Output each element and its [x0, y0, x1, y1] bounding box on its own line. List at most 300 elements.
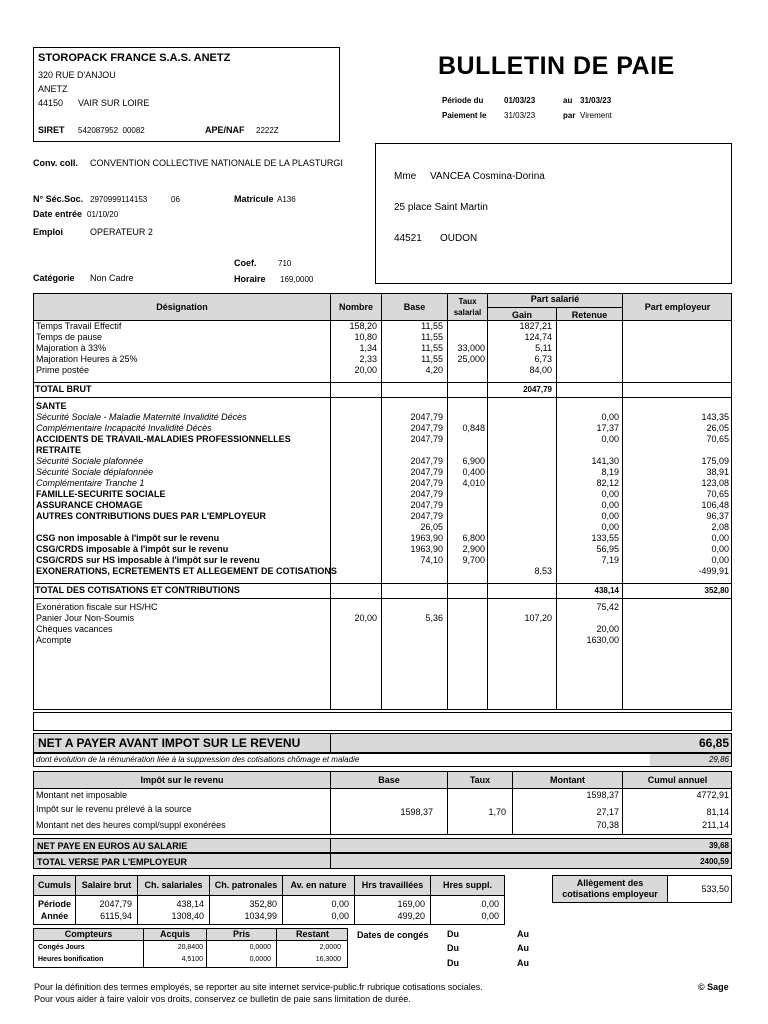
row-taux: 4,010	[462, 478, 485, 488]
row-retenue: 20,00	[596, 624, 619, 634]
row-retenue: 0,00	[601, 489, 619, 499]
row-base: 2047,79	[410, 489, 443, 499]
header-taux: Taux salarial	[453, 297, 482, 317]
table-row	[0, 332, 768, 343]
footer-line2: Pour vous aider à faire valoir vos droits, conservez ce bulletin de paie sans limitation de durée.	[34, 994, 411, 1004]
total-cotisations-row	[0, 585, 768, 596]
compteurs-row-pris: 0,0000	[249, 956, 271, 963]
row-gain	[488, 511, 552, 522]
cumuls-header: Ch. patronales	[214, 880, 278, 890]
row-base: 5,36	[425, 613, 443, 623]
row-gain	[488, 456, 552, 467]
cumuls-row-label: Période	[37, 899, 71, 909]
row-base: 2047,79	[410, 500, 443, 510]
total-cotisations-retenue: 438,14	[594, 586, 619, 595]
row-retenue: 0,00	[601, 434, 619, 444]
cumuls-header: Cumuls	[37, 880, 71, 890]
row-label: Complémentaire Tranche 1	[36, 478, 145, 488]
table-row	[0, 635, 768, 646]
row-taux	[448, 332, 485, 343]
row-gain	[488, 624, 552, 635]
impot-row-cumul: 211,14	[702, 820, 729, 830]
row-retenue	[557, 401, 619, 412]
row-retenue	[557, 445, 619, 456]
row-retenue: 0,00	[601, 500, 619, 510]
row-gain	[488, 423, 552, 434]
row-base	[382, 401, 443, 412]
row-taux	[448, 365, 485, 376]
row-employeur: -499,91	[698, 566, 729, 576]
impot-row	[0, 820, 768, 831]
row-gain	[488, 434, 552, 445]
row-base	[382, 635, 443, 646]
row-gain	[488, 533, 552, 544]
row-label: CSG non imposable à l'impôt sur le revenu	[36, 533, 220, 543]
row-gain	[488, 522, 552, 533]
header-nombre: Nombre	[338, 302, 373, 312]
table-row	[0, 522, 768, 533]
row-taux	[448, 445, 485, 456]
row-base: 2047,79	[410, 434, 443, 444]
row-gain	[488, 401, 552, 412]
table-row	[0, 456, 768, 467]
header-gain: Gain	[511, 310, 532, 320]
conv-value: CONVENTION COLLECTIVE NATIONALE DE LA PLASTURGI	[90, 158, 343, 168]
net-note-value: 29,86	[708, 755, 729, 764]
horaire-value: 169,0000	[280, 275, 314, 284]
recipient-postal-code: 44521	[394, 233, 422, 244]
table-row	[0, 365, 768, 376]
row-label: Majoration à 33%	[36, 343, 107, 353]
row-employeur: 96,37	[706, 511, 729, 521]
row-label: Sécurité Sociale - Maladie Maternité Invalidité Décès	[36, 412, 247, 422]
row-taux	[448, 401, 485, 412]
row-base	[382, 445, 443, 456]
row-taux: 2,900	[462, 544, 485, 554]
conges-au: Au	[517, 958, 529, 968]
row-base: 11,55	[421, 354, 443, 364]
total-cotis-top-line	[33, 583, 732, 584]
table-row	[0, 423, 768, 434]
row-gain	[488, 500, 552, 511]
row-retenue	[557, 613, 619, 624]
impot-row-cumul: 81,14	[706, 807, 729, 817]
categorie-label: Catégorie	[33, 273, 75, 283]
blank-row	[33, 712, 732, 731]
net-avant-impot-value: 66,85	[698, 736, 729, 750]
cumuls-cell: 2047,79	[99, 899, 132, 909]
row-taux: 33,000	[457, 343, 485, 353]
row-retenue: 1630,00	[586, 635, 619, 645]
row-employeur	[623, 445, 729, 456]
compteurs-row-restant: 16,3000	[315, 956, 341, 963]
cumuls-cell: 0,00	[331, 911, 349, 921]
row-taux	[448, 321, 485, 332]
row-retenue: 133,55	[591, 533, 619, 543]
impot-header-taux: Taux	[469, 775, 491, 785]
cumuls-cell: 0,00	[481, 911, 499, 921]
row-taux: 0,848	[462, 423, 485, 433]
conges-du: Du	[447, 929, 459, 939]
impot-row-label: Impôt sur le revenu prélevé à la source	[36, 804, 192, 814]
row-taux	[448, 412, 485, 423]
compteurs-row	[0, 954, 768, 965]
footer-brand: © Sage	[698, 982, 729, 992]
table-row	[0, 544, 768, 555]
row-label: Temps Travail Effectif	[36, 321, 122, 331]
impot-row-cumul: 4772,91	[696, 790, 729, 800]
recipient-box	[375, 143, 732, 284]
payment-date: 31/03/23	[504, 111, 536, 120]
row-label: Exonération fiscale sur HS/HC	[36, 602, 158, 612]
row-gain	[488, 555, 552, 566]
cumuls-header: Hrs travaillées	[361, 880, 424, 890]
compteurs-row-restant: 2,0000	[319, 944, 341, 951]
row-label: ASSURANCE CHOMAGE	[36, 500, 143, 510]
cumuls-header: Salaire brut	[81, 880, 132, 890]
row-taux	[448, 511, 485, 522]
row-label: Sécurité Sociale plafonnée	[36, 456, 144, 466]
row-employeur: 38,91	[706, 467, 729, 477]
header-base: Base	[403, 302, 426, 312]
impot-header-montant: Montant	[550, 775, 585, 785]
conges-au: Au	[517, 943, 529, 953]
row-label: ACCIDENTS DE TRAVAIL-MALADIES PROFESSIONNELLES	[36, 434, 291, 444]
row-label: RETRAITE	[36, 445, 81, 455]
row-label: FAMILLE-SECURITE SOCIALE	[36, 489, 166, 499]
siret-label: SIRET	[38, 125, 65, 135]
total-cotisations-label: TOTAL DES COTISATIONS ET CONTRIBUTIONS	[35, 585, 240, 595]
row-retenue: 0,00	[601, 522, 619, 532]
compteurs-header: Pris	[232, 929, 250, 939]
recipient-city: OUDON	[440, 233, 478, 244]
row-taux	[448, 500, 485, 511]
total-brut-value: 2047,79	[523, 385, 552, 394]
table-row	[0, 321, 768, 332]
row-taux	[448, 522, 485, 533]
net-paye-label: NET PAYE EN EUROS AU SALARIE	[37, 841, 188, 851]
period-label: Période du	[442, 96, 484, 105]
impot-row	[0, 790, 768, 801]
row-nombre: 20,00	[354, 365, 377, 375]
row-label: Temps de pause	[36, 332, 103, 342]
table-row	[0, 412, 768, 423]
row-label: SANTE	[36, 401, 67, 411]
row-employeur: 2,08	[711, 522, 729, 532]
row-base	[382, 566, 443, 577]
row-taux: 9,700	[462, 555, 485, 565]
row-taux	[448, 489, 485, 500]
employer-city: VAIR SUR LOIRE	[78, 98, 150, 108]
row-nombre	[331, 602, 377, 613]
row-label: Majoration Heures à 25%	[36, 354, 138, 364]
header-designation: Désignation	[156, 302, 208, 312]
row-employeur: 0,00	[711, 544, 729, 554]
row-base: 2047,79	[410, 423, 443, 433]
row-label: Panier Jour Non-Soumis	[36, 613, 135, 623]
cumuls-cell: 169,00	[397, 899, 425, 909]
compteurs-header: Acquis	[159, 929, 190, 939]
matricule-value: A136	[277, 195, 296, 204]
employer-address2: ANETZ	[38, 84, 68, 94]
row-retenue: 17,37	[596, 423, 619, 433]
table-row	[0, 511, 768, 522]
row-nombre: 1,34	[359, 343, 377, 353]
conges-au: Au	[517, 929, 529, 939]
page-title: BULLETIN DE PAIE	[438, 52, 675, 80]
cumuls-header: Ch. salariales	[144, 880, 203, 890]
compteurs-row	[0, 942, 768, 953]
row-gain: 8,53	[534, 566, 552, 576]
impot-row-base: 1598,37	[400, 807, 433, 817]
row-gain: 5,11	[535, 343, 552, 353]
row-base: 2047,79	[410, 467, 443, 477]
table-row	[0, 467, 768, 478]
row-taux: 25,000	[457, 354, 485, 364]
row-gain	[488, 602, 552, 613]
row-gain	[488, 445, 552, 456]
compteurs-header: Restant	[295, 929, 329, 939]
table-row	[0, 434, 768, 445]
row-label: Prime postée	[36, 365, 90, 375]
entry-date-value: 01/10/20	[87, 210, 119, 219]
cumuls-cell: 0,00	[331, 899, 349, 909]
coef-value: 710	[278, 259, 292, 268]
row-gain: 107,20	[524, 613, 552, 623]
row-retenue: 7,19	[601, 555, 619, 565]
table-row	[0, 613, 768, 624]
secsoc-key: 06	[171, 195, 180, 204]
row-gain: 84,00	[529, 365, 552, 375]
row-retenue: 141,30	[591, 456, 619, 466]
net-avant-impot-label: NET A PAYER AVANT IMPOT SUR LE REVENU	[38, 736, 301, 750]
row-base: 2047,79	[410, 456, 443, 466]
row-retenue: 82,12	[596, 478, 619, 488]
row-base: 1963,90	[410, 533, 443, 543]
impot-row	[0, 804, 768, 815]
payment-label: Paiement le	[442, 111, 487, 120]
table-row	[0, 602, 768, 613]
period-to: 31/03/23	[580, 96, 612, 105]
row-taux: 6,800	[462, 533, 485, 543]
row-base: 2047,79	[410, 511, 443, 521]
header-part-salarie: Part salarié	[530, 294, 580, 304]
compteurs-header-line	[33, 940, 348, 941]
row-retenue: 8,19	[601, 467, 619, 477]
conges-label: Dates de congés	[357, 930, 429, 940]
row-gain	[488, 635, 552, 646]
conges-du: Du	[447, 958, 459, 968]
impot-row-label: Montant net des heures compl/suppl exonérées	[36, 820, 226, 830]
row-employeur: 0,00	[711, 555, 729, 565]
row-nombre: 20,00	[354, 613, 377, 623]
horaire-label: Horaire	[234, 274, 266, 284]
total-brut-bottom-line	[33, 397, 732, 398]
total-cotisations-employeur: 352,80	[704, 586, 729, 595]
row-base: 11,55	[421, 343, 443, 353]
table-row	[0, 478, 768, 489]
row-gain	[488, 478, 552, 489]
row-retenue: 56,95	[596, 544, 619, 554]
period-from: 01/03/23	[504, 96, 536, 105]
row-retenue: 0,00	[601, 412, 619, 422]
header-retenue: Retenue	[571, 310, 608, 320]
conv-label: Conv. coll.	[33, 158, 78, 168]
row-nombre: 10,80	[354, 332, 377, 342]
ape-value: 2222Z	[256, 126, 279, 135]
employer-postal-code: 44150	[38, 98, 64, 108]
impot-row-label: Montant net imposable	[36, 790, 128, 800]
employer-name: STOROPACK FRANCE S.A.S. ANETZ	[38, 52, 231, 64]
cumuls-cell: 1034,99	[244, 911, 277, 921]
row-base: 11,55	[421, 332, 443, 342]
impot-row-montant: 27,17	[596, 807, 619, 817]
row-label: Acompte	[36, 635, 72, 645]
row-employeur: 26,05	[706, 423, 729, 433]
total-brut-top-line	[33, 382, 732, 383]
impot-row-taux: 1,70	[488, 807, 506, 817]
total-cotis-bottom-line	[33, 598, 732, 599]
recipient-civility: Mme	[394, 171, 417, 182]
cumuls-cell: 499,20	[397, 911, 425, 921]
part-salarie-line	[487, 307, 622, 308]
row-base: 74,10	[420, 555, 443, 565]
impot-row-montant: 1598,37	[586, 790, 619, 800]
period-to-label: au	[563, 96, 573, 105]
table-row	[0, 555, 768, 566]
cumuls-cell: 1308,40	[171, 911, 204, 921]
table-row	[0, 500, 768, 511]
col-line	[330, 853, 331, 869]
table-row	[0, 489, 768, 500]
row-nombre: 2,33	[359, 354, 377, 364]
table-row	[0, 401, 768, 412]
allegement-label: Allègement des cotisations employeur	[562, 878, 658, 899]
cumuls-header: Av. en nature	[290, 880, 347, 890]
cumuls-cell: 0,00	[481, 899, 499, 909]
secsoc-value: 2970999114153	[90, 195, 148, 204]
row-label: CSG/CRDS imposable à l'impôt sur le revenu	[36, 544, 229, 554]
row-taux: 6,900	[462, 456, 485, 466]
cumuls-header-line	[33, 895, 505, 896]
impot-header-line	[33, 788, 732, 789]
row-gain	[488, 467, 552, 478]
row-employeur: 0,00	[711, 533, 729, 543]
footer-line1: Pour la définition des termes employés, se reporter au site internet service-public.fr rubrique cotisations sociales.	[34, 982, 483, 992]
col-line	[330, 733, 331, 753]
row-base	[382, 602, 443, 613]
row-retenue: 75,42	[596, 602, 619, 612]
row-employeur: 123,08	[701, 478, 729, 488]
emploi-value: OPERATEUR 2	[90, 227, 153, 237]
row-retenue	[557, 566, 619, 577]
siret-value: 542087952 00082	[78, 126, 145, 135]
cumuls-row-label: Année	[40, 911, 69, 921]
row-taux	[448, 566, 485, 577]
net-paye-value: 39,68	[708, 841, 729, 850]
row-label: AUTRES CONTRIBUTIONS DUES PAR L'EMPLOYEUR	[36, 511, 266, 521]
total-employeur-value: 2400,59	[700, 857, 729, 866]
compteurs-row-acquis: 4,5100	[181, 956, 203, 963]
row-employeur: 143,35	[701, 412, 729, 422]
row-label: Sécurité Sociale déplafonnée	[36, 467, 154, 477]
cumuls-cell: 352,80	[249, 899, 277, 909]
row-label: EXONERATIONS, ECRETEMENTS ET ALLEGEMENT DE COTISATIONS	[36, 566, 337, 576]
row-gain: 1827,21	[519, 321, 552, 331]
total-employeur-label: TOTAL VERSE PAR L'EMPLOYEUR	[37, 857, 187, 867]
compteurs-row-acquis: 20,8400	[177, 944, 203, 951]
row-employeur: 70,65	[706, 489, 729, 499]
cumuls-cell: 438,14	[176, 899, 204, 909]
table-row	[0, 445, 768, 456]
impot-header-cumul: Cumul annuel	[647, 775, 708, 785]
table-row	[0, 343, 768, 354]
ape-label: APE/NAF	[205, 125, 245, 135]
employer-address1: 320 RUE D'ANJOU	[38, 70, 116, 80]
recipient-name: VANCEA Cosmina-Dorina	[430, 171, 545, 182]
cumuls-header: Hres suppl.	[442, 880, 492, 890]
header-part-employeur: Part employeur	[644, 302, 711, 312]
row-base: 1963,90	[410, 544, 443, 554]
categorie-value: Non Cadre	[90, 273, 134, 283]
row-employeur: 106,48	[701, 500, 729, 510]
compteurs-row-label: Congés Jours	[38, 944, 85, 951]
entry-date-label: Date entrée	[33, 209, 83, 219]
matricule-label: Matricule	[234, 194, 274, 204]
row-base: 4,20	[425, 365, 443, 375]
coef-label: Coef.	[234, 258, 257, 268]
table-row	[0, 624, 768, 635]
row-nombre	[331, 635, 377, 646]
row-base: 26,05	[420, 522, 443, 532]
row-nombre	[331, 624, 377, 635]
row-label: Chèques vacances	[36, 624, 113, 634]
row-retenue: 0,00	[601, 511, 619, 521]
total-brut-label: TOTAL BRUT	[35, 384, 92, 394]
row-base: 11,55	[421, 321, 443, 331]
row-taux	[448, 434, 485, 445]
compteurs-row-pris: 0,0000	[249, 944, 271, 951]
impot-row-montant: 70,38	[596, 820, 619, 830]
row-nombre: 158,20	[349, 321, 377, 331]
row-gain: 124,74	[524, 332, 552, 342]
total-brut-row	[0, 384, 768, 395]
impot-header-base: Base	[378, 775, 400, 785]
compteurs-header: Compteurs	[64, 929, 113, 939]
impot-header-label: Impôt sur le revenu	[140, 775, 224, 785]
cumuls-cell: 6115,94	[100, 911, 132, 921]
recipient-street: 25 place Saint Martin	[394, 202, 488, 213]
row-gain: 6,73	[534, 354, 552, 364]
allegement-value: 533,50	[701, 884, 729, 894]
row-gain	[488, 489, 552, 500]
table-row	[0, 533, 768, 544]
compteurs-row-label: Heures bonification	[38, 956, 104, 963]
net-note-label: dont évolution de la rémunération liée à la suppression des cotisations chômage et maladie	[36, 755, 360, 764]
row-gain	[488, 412, 552, 423]
table-row	[0, 566, 768, 577]
row-base	[382, 624, 443, 635]
secsoc-label: N° Séc.Soc.	[33, 194, 84, 204]
payment-method: Virement	[580, 111, 612, 120]
table-row	[0, 354, 768, 365]
row-gain	[488, 544, 552, 555]
row-taux: 0,400	[462, 467, 485, 477]
row-employeur: 175,09	[701, 456, 729, 466]
row-employeur: 70,65	[706, 434, 729, 444]
emploi-label: Emploi	[33, 227, 64, 237]
row-employeur	[623, 401, 729, 412]
